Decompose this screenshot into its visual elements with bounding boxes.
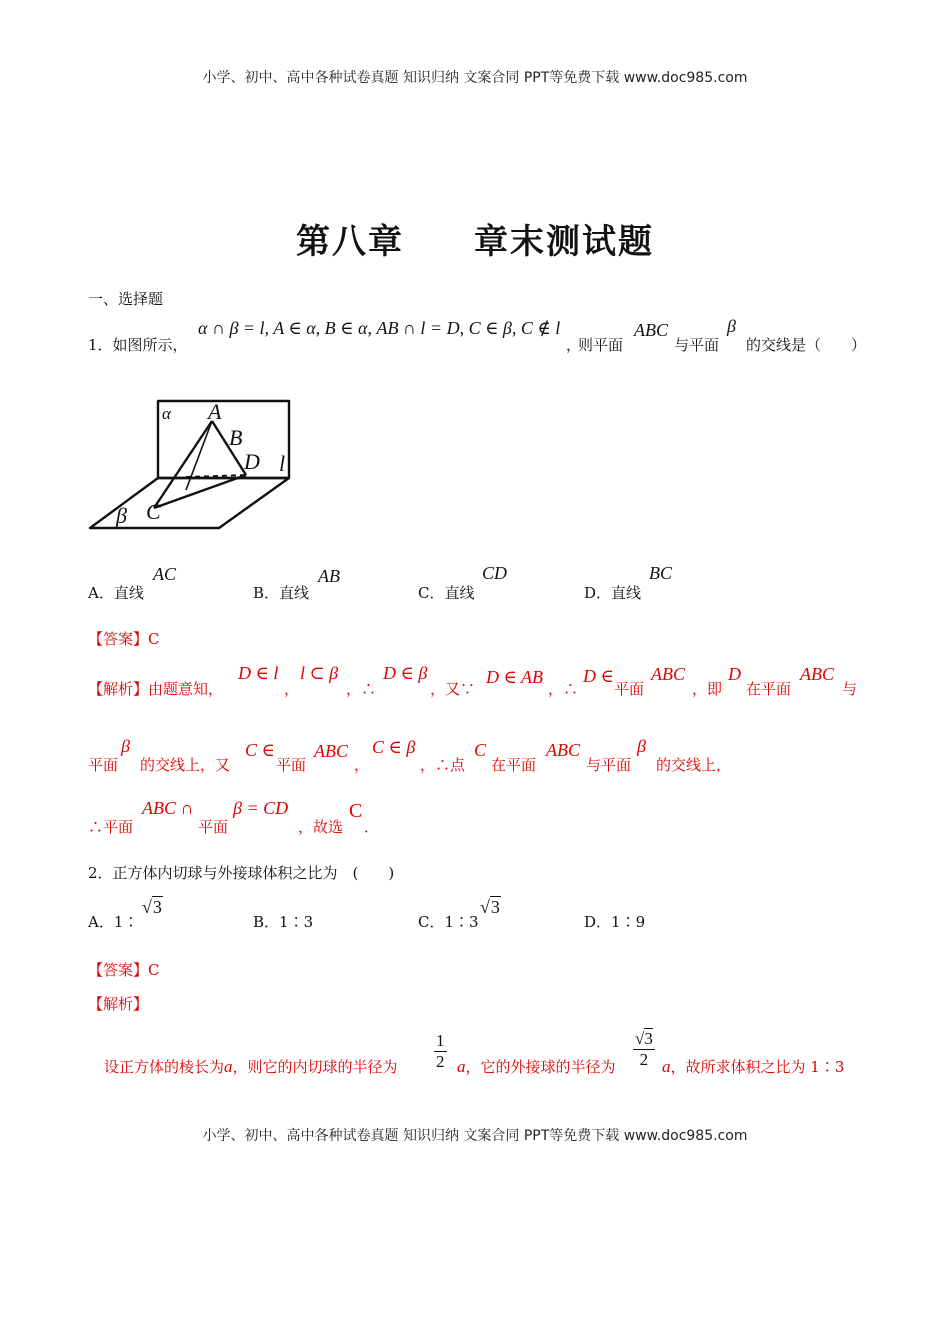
q1-condition: α ∩ β = l, A ∈ α, B ∈ α, AB ∩ l = D, C ∈ β, C ∉ l [198, 318, 561, 338]
q1-text: 的交线上， [656, 756, 732, 774]
q1-math: β [121, 736, 130, 756]
q1-text: ，即 [692, 680, 723, 698]
q1-text: 平面 [198, 818, 229, 836]
label-l: l [279, 451, 286, 476]
section-heading: 一、选择题 [88, 290, 164, 308]
q1-beta: β [727, 316, 736, 336]
q1-math: ABC [546, 740, 580, 760]
q1-text: 平面 [276, 756, 307, 774]
label-a: A [208, 399, 222, 424]
q2-analysis-label: 【解析】 [88, 995, 149, 1013]
q2-answer: 【答案】C [88, 961, 160, 979]
q1-text2: 则平面 [578, 336, 624, 354]
line-cd [154, 475, 246, 508]
q1-analysis-label: 【解析】由题意知， [88, 680, 224, 698]
page-footer: 小学、初中、高中各种试卷真题 知识归纳 文案合同 PPT等免费下载 www.doc985.com [202, 1128, 748, 1144]
q2-option-c-sqrt: √3 [480, 897, 500, 917]
q1-math: β [637, 736, 646, 756]
q1-text: ， [354, 756, 370, 774]
q1-text: 平面 [88, 756, 119, 774]
q1-text: ． [364, 818, 380, 836]
dashed-segment [186, 475, 246, 477]
q1-math: β = CD [233, 798, 289, 818]
page-title: 第八章 章末测试题 [296, 222, 654, 262]
q1-math: ABC [800, 664, 834, 684]
label-alpha: α [162, 404, 171, 423]
q1-math: C [474, 740, 487, 760]
q2-option-a: A．1∶ [88, 913, 139, 931]
label-b: B [229, 425, 243, 450]
q2-analysis-text2: a，它的外接球的半径为 [457, 1057, 616, 1076]
q1-text: 与平面 [586, 756, 632, 774]
q1-option-d-math: BC [649, 563, 673, 583]
q1-text: ，又∵ [430, 680, 476, 698]
q1-text: ∴平面 [88, 818, 134, 836]
q1-text: 在平面 [491, 756, 537, 774]
q1-text4: 的交线是（ ） [746, 336, 867, 354]
fraction-sqrt3-half: $\frac{√3}{2}$ [635, 1029, 653, 1069]
q1-figure [86, 395, 301, 535]
q1-math: ABC [314, 741, 348, 761]
page-header: 小学、初中、高中各种试卷真题 知识归纳 文案合同 PPT等免费下载 www.doc985.com [202, 70, 748, 86]
q2-option-d: D．1∶9 [584, 913, 646, 931]
q1-option-b-label: B．直线 [253, 584, 310, 602]
q1-math: C [349, 800, 363, 822]
q1-prefix: 1．如图所示， [88, 336, 188, 354]
q1-text: ，∴ [548, 680, 579, 698]
q1-text: ，故选 [298, 818, 344, 836]
q1-text: ，∴ [346, 680, 377, 698]
q1-abc: ABC [634, 320, 668, 340]
q1-text: 的交线上，又 [140, 756, 231, 774]
q2-option-c: C．1∶3 [418, 913, 479, 931]
label-d: D [244, 449, 260, 474]
q1-math: D ∈ AB [486, 667, 543, 687]
q1-option-c-math: CD [482, 563, 508, 583]
q1-math: C ∈ β [372, 737, 416, 757]
q1-text: ，∴点 [420, 756, 466, 774]
q1-math: C ∈ [245, 740, 275, 760]
q1-option-c-label: C．直线 [418, 584, 475, 602]
q1-option-a-math: AC [153, 564, 177, 584]
fraction-half: $\frac{1}{2}$ [436, 1031, 445, 1071]
q1-option-b-math: AB [318, 566, 340, 586]
q1-option-a-label: A．直线 [88, 584, 144, 602]
q1-text: 与 [842, 680, 858, 698]
label-c: C [146, 499, 161, 524]
q1-math: D ∈ β [383, 663, 428, 683]
q2-analysis-text3: a，故所求体积之比为 1∶3 [662, 1057, 845, 1076]
label-beta: β [116, 503, 127, 528]
q1-math: D ∈ [583, 666, 614, 686]
q1-text: 平面 [614, 680, 645, 698]
q1-text3: 与平面 [674, 336, 720, 354]
q1-math: ABC [651, 664, 685, 684]
q1-math: D [728, 664, 741, 684]
q1-answer: 【答案】C [88, 630, 160, 648]
q2-option-a-sqrt: √3 [142, 897, 162, 917]
q1-math: ABC ∩ [142, 798, 194, 818]
q1-comma: ， [566, 336, 582, 354]
q1-math: l ⊂ β [300, 663, 339, 683]
q1-math: D ∈ l [238, 663, 279, 683]
q1-text: ， [284, 680, 300, 698]
q1-text: 在平面 [746, 680, 792, 698]
q1-option-d-label: D．直线 [584, 584, 642, 602]
q2-analysis-text: 设正方体的棱长为a，则它的内切球的半径为 [104, 1057, 398, 1076]
line-ac [154, 421, 212, 508]
q2-stem: 2．正方体内切球与外接球体积之比为 ( ) [88, 864, 395, 882]
q2-option-b: B．1∶3 [253, 913, 314, 931]
